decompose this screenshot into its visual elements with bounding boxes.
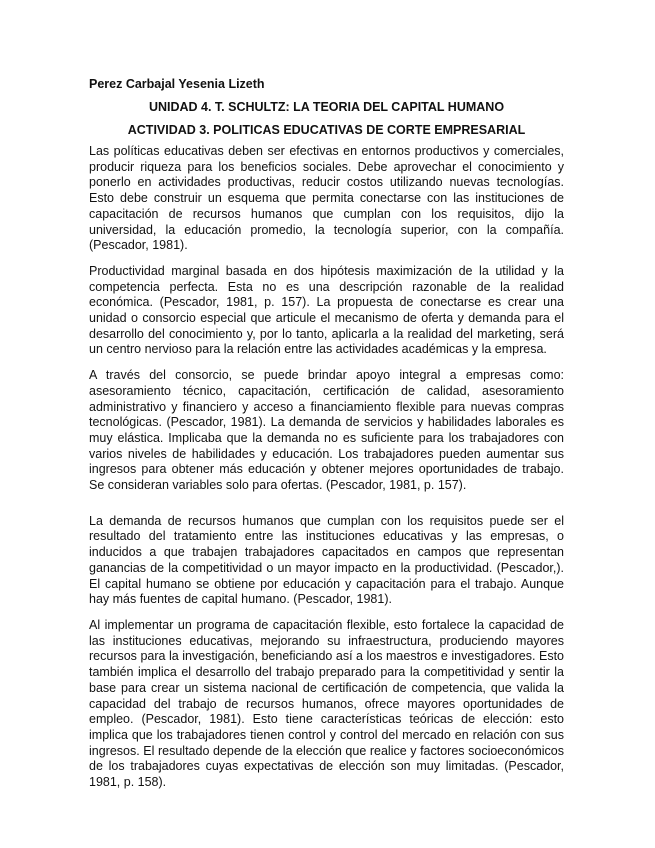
document-page: [89, 76, 564, 801]
paragraph-1: Las políticas educativas deben ser efectivas en entornos productivos y comerciales, producir riqueza para los beneficios sociales. Debe aprovechar el conocimiento y ponerlo en actividades productivas, reducir costos utilizando nuevas tecnologías. Esto debe construir un esquema que permita conectarse con las instituciones de capacitación de recursos humanos que cumplan con los requisitos, dijo la universidad, la educación promedio, la tecnología superior, con la compañía. (Pescador, 1981).: [89, 144, 564, 253]
paragraph-4: La demanda de recursos humanos que cumplan con los requisitos puede ser el resultado del tratamiento entre las instituciones educativas y las empresas, o inducidos a que trabajen trabajadores capacitados en campos que representan ganancias de la competitividad o un mayor impacto en la productividad. (Pescador,). El capital humano se obtiene por educación y capacitación para el trabajo. Aunque hay más fuentes de capital humano. (Pescador, 1981).: [89, 513, 564, 607]
document-subtitle: ACTIVIDAD 3. POLITICAS EDUCATIVAS DE CORTE EMPRESARIAL: [127, 123, 526, 137]
paragraph-2: Productividad marginal basada en dos hipótesis maximización de la utilidad y la competencia perfecta. Esta no es una descripción razonable de la realidad económica. (Pescador, 1981, p. 157). La propuesta de conectarse es crear una unidad o consorcio especial que articule el mecanismo de oferta y demanda para el desarrollo del conocimiento y, por lo tanto, aplicarla a la realidad del marketing, será un centro nervioso para la relación entre las actividades académicas y la empresa.: [89, 263, 564, 357]
paragraph-5: Al implementar un programa de capacitación flexible, esto fortalece la capacidad de las instituciones educativas, mejorando su infraestructura, produciendo mayores recursos para la investigación, beneficiando así a los maestros e investigadores. Esto también implica el desarrollo del trabajo preparado para la competitividad y sentir la base para crear un sistema nacional de certificación de competencia, que valida la capacidad del trabajo de recursos humanos, ofrece mayores oportunidades de empleo. (Pescador, 1981). Esto tiene características teóricas de elección: esto implica que los trabajadores tienen control y control del mercado en relación con sus ingresos. El resultado depende de la elección que realice y factores socioeconómicos de los trabajadores cuyas expectativas de elección son muy limitadas. (Pescador, 1981, p. 158).: [89, 617, 564, 790]
author-name: Perez Carbajal Yesenia Lizeth: [89, 77, 265, 91]
document-title: UNIDAD 4. T. SCHULTZ: LA TEORIA DEL CAPITAL HUMANO: [148, 100, 505, 114]
paragraph-3: A través del consorcio, se puede brindar apoyo integral a empresas como: asesoramiento técnico, capacitación, certificación de calidad, asesoramiento administrativo y financiero y acceso a financiamiento flexible para nuevas compras tecnológicas. (Pescador, 1981). La demanda de servicios y habilidades laborales es muy elástica. Implicaba que la demanda no es suficiente para los trabajadores con varios niveles de habilidades y educación. Los trabajadores pueden aumentar sus ingresos para obtener más educación y obtener mejores oportunidades de trabajo. Se consideran variables solo para ofertas. (Pescador, 1981, p. 157).: [89, 368, 564, 493]
